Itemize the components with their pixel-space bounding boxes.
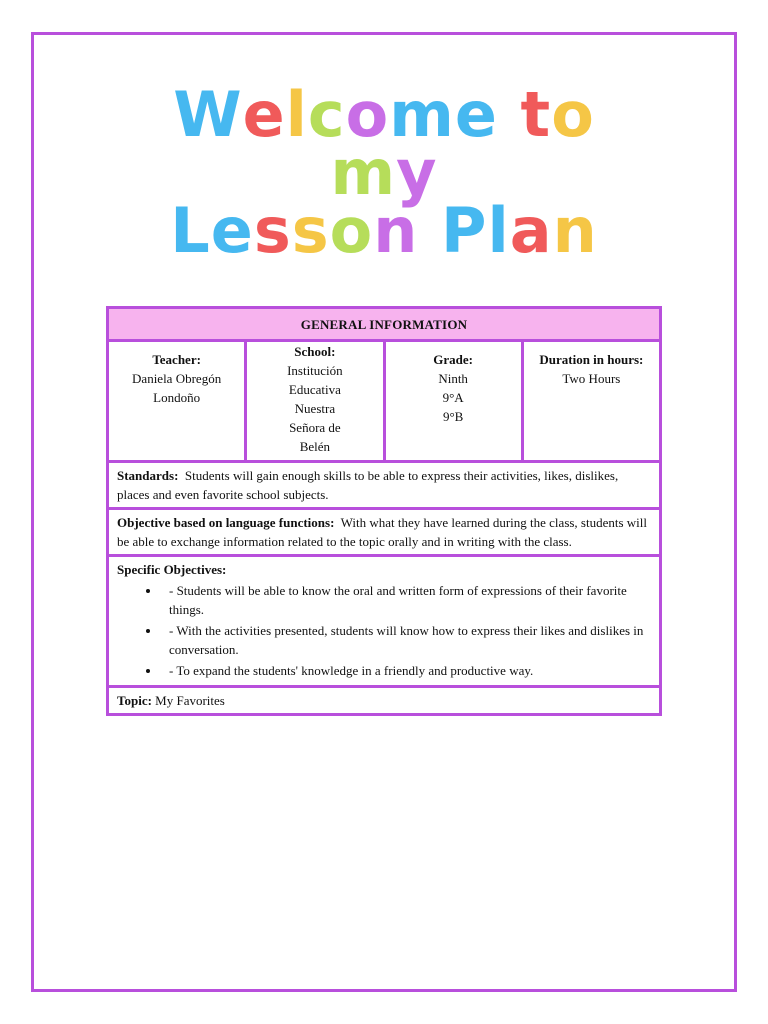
duration-line: Two Hours — [562, 371, 621, 386]
specific-objectives-row — [108, 556, 661, 687]
title-letter: e — [210, 194, 254, 267]
table-header: GENERAL INFORMATION — [108, 308, 661, 341]
school-label: School: — [294, 344, 336, 359]
standards-text: Students will gain enough skills to be able to express their activities, likes, dislikes, places and even favorite school subjects. — [117, 468, 619, 502]
title-letter: c — [307, 78, 346, 151]
title-letter: o — [551, 78, 595, 151]
grade-cell — [384, 341, 522, 462]
standards-label: Standards: — [117, 468, 179, 483]
title-letter — [418, 202, 441, 260]
title-letter: s — [253, 194, 292, 267]
grade-line: 9°A — [442, 390, 464, 405]
school-cell — [246, 341, 384, 462]
title-letter: L — [170, 194, 211, 267]
title-line-3 — [0, 194, 768, 267]
school-line: Nuestra — [294, 401, 336, 416]
list-item: • - To expand the students' knowledge in a friendly and productive way. — [161, 661, 651, 680]
teacher-line: Daniela Obregón — [132, 371, 222, 386]
welcome-title — [0, 78, 768, 267]
duration-cell — [522, 341, 660, 462]
title-letter: m — [389, 78, 455, 151]
title-letter: n — [552, 194, 598, 267]
title-letter: n — [373, 194, 419, 267]
title-letter: m — [330, 136, 397, 209]
topic-text: My Favorites — [155, 693, 225, 708]
grade-line: 9°B — [442, 409, 464, 424]
duration-label: Duration in hours: — [539, 352, 644, 367]
objective-label: Objective based on language functions: — [117, 515, 335, 530]
teacher-label: Teacher: — [152, 352, 201, 367]
title-letter — [498, 86, 521, 144]
school-line: Belén — [299, 439, 331, 454]
general-information-table — [106, 306, 662, 716]
title-letter: e — [242, 78, 286, 151]
title-letter: o — [345, 78, 390, 151]
teacher-cell — [108, 341, 246, 462]
title-letter: s — [291, 194, 330, 267]
specific-objectives-list — [117, 581, 651, 680]
list-item: • - Students will be able to know the oral and written form of expressions of their favorite things. — [161, 581, 651, 619]
topic-row — [108, 687, 661, 715]
title-letter: l — [487, 194, 510, 267]
title-letter: W — [173, 78, 243, 151]
list-item: • - With the activities presented, students will know how to express their likes and dislikes in conversation. — [161, 621, 651, 659]
standards-row — [108, 462, 661, 509]
topic-label: Topic: — [117, 693, 152, 708]
school-line: Educativa — [288, 382, 341, 397]
title-letter: o — [329, 194, 374, 267]
teacher-line: Londoño — [153, 390, 201, 405]
title-letter: y — [396, 136, 438, 209]
title-letter: e — [454, 78, 498, 151]
school-line: Señora de — [289, 420, 341, 435]
objective-row — [108, 509, 661, 556]
title-letter: l — [285, 78, 308, 151]
grade-line: Ninth — [438, 371, 468, 386]
objective-text: With what they have learned during the class, students will be able to exchange information related to the topic orally and in writing with the class. — [117, 515, 648, 549]
specific-objectives-label: Specific Objectives: — [117, 562, 227, 577]
school-line: Institución — [287, 363, 343, 378]
title-letter: t — [520, 78, 552, 151]
title-letter: P — [441, 194, 488, 267]
title-letter: a — [509, 194, 553, 267]
grade-label: Grade: — [433, 352, 473, 367]
